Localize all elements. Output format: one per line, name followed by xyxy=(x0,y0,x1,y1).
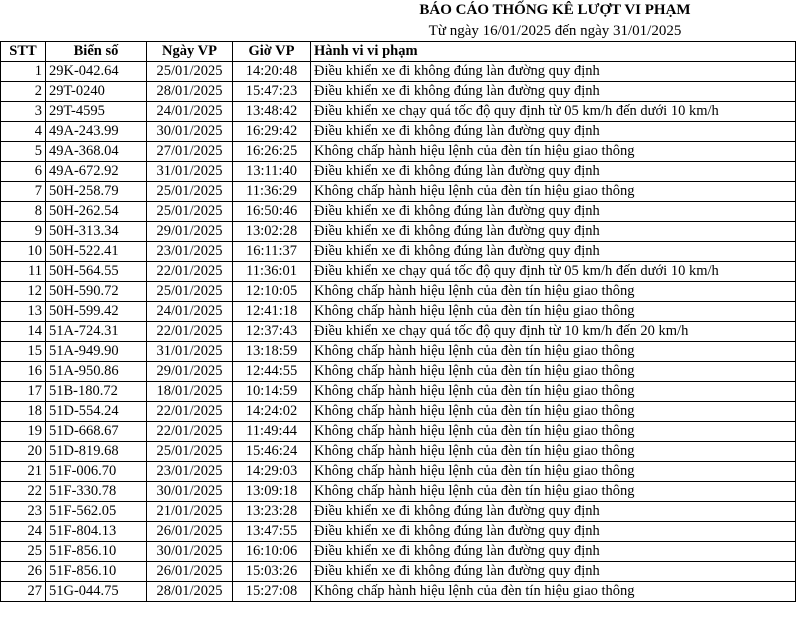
table-row xyxy=(1,582,796,602)
header-violation: Hành vi vi phạm xyxy=(311,42,796,62)
cell-date: 18/01/2025 xyxy=(147,382,233,402)
table-row xyxy=(1,462,796,482)
cell-violation: Không chấp hành hiệu lệnh của đèn tín hiệu giao thông xyxy=(311,142,796,162)
cell-date: 23/01/2025 xyxy=(147,462,233,482)
table-row xyxy=(1,402,796,422)
table-row xyxy=(1,422,796,442)
cell-time: 10:14:59 xyxy=(233,382,311,402)
cell-plate: 51F-856.10 xyxy=(46,562,147,582)
cell-plate: 51D-554.24 xyxy=(46,402,147,422)
cell-time: 16:10:06 xyxy=(233,542,311,562)
cell-plate: 29K-042.64 xyxy=(46,62,147,82)
table-row xyxy=(1,142,796,162)
cell-time: 16:26:25 xyxy=(233,142,311,162)
cell-violation: Không chấp hành hiệu lệnh của đèn tín hiệu giao thông xyxy=(311,282,796,302)
cell-plate: 51F-804.13 xyxy=(46,522,147,542)
table-row xyxy=(1,482,796,502)
cell-date: 31/01/2025 xyxy=(147,342,233,362)
cell-plate: 51A-950.86 xyxy=(46,362,147,382)
header-time: Giờ VP xyxy=(233,42,311,62)
header-plate: Biển số xyxy=(46,42,147,62)
cell-violation: Điều khiển xe đi không đúng làn đường quy định xyxy=(311,562,796,582)
cell-time: 11:49:44 xyxy=(233,422,311,442)
cell-violation: Điều khiển xe đi không đúng làn đường quy định xyxy=(311,222,796,242)
report-title: BÁO CÁO THỐNG KÊ LƯỢT VI PHẠM xyxy=(419,2,691,18)
cell-time: 12:37:43 xyxy=(233,322,311,342)
cell-plate: 50H-564.55 xyxy=(46,262,147,282)
cell-plate: 51G-044.75 xyxy=(46,582,147,602)
cell-plate: 51D-668.67 xyxy=(46,422,147,442)
cell-stt: 21 xyxy=(1,462,46,482)
cell-stt: 6 xyxy=(1,162,46,182)
table-row xyxy=(1,102,796,122)
table-row xyxy=(1,202,796,222)
cell-date: 24/01/2025 xyxy=(147,302,233,322)
cell-stt: 22 xyxy=(1,482,46,502)
cell-violation: Điều khiển xe đi không đúng làn đường quy định xyxy=(311,522,796,542)
cell-stt: 23 xyxy=(1,502,46,522)
cell-time: 11:36:01 xyxy=(233,262,311,282)
cell-stt: 9 xyxy=(1,222,46,242)
cell-date: 23/01/2025 xyxy=(147,242,233,262)
cell-time: 14:24:02 xyxy=(233,402,311,422)
cell-time: 13:23:28 xyxy=(233,502,311,522)
cell-plate: 51A-724.31 xyxy=(46,322,147,342)
cell-date: 28/01/2025 xyxy=(147,82,233,102)
table-header-row xyxy=(1,42,796,62)
cell-stt: 16 xyxy=(1,362,46,382)
cell-stt: 27 xyxy=(1,582,46,602)
table-row xyxy=(1,442,796,462)
cell-date: 25/01/2025 xyxy=(147,202,233,222)
cell-time: 16:11:37 xyxy=(233,242,311,262)
cell-time: 15:47:23 xyxy=(233,82,311,102)
header-stt: STT xyxy=(1,42,46,62)
cell-plate: 51F-562.05 xyxy=(46,502,147,522)
cell-date: 22/01/2025 xyxy=(147,422,233,442)
cell-date: 25/01/2025 xyxy=(147,62,233,82)
cell-time: 14:20:48 xyxy=(233,62,311,82)
cell-time: 14:29:03 xyxy=(233,462,311,482)
cell-plate: 49A-672.92 xyxy=(46,162,147,182)
cell-violation: Không chấp hành hiệu lệnh của đèn tín hiệu giao thông xyxy=(311,362,796,382)
cell-date: 27/01/2025 xyxy=(147,142,233,162)
cell-plate: 50H-258.79 xyxy=(46,182,147,202)
cell-date: 22/01/2025 xyxy=(147,402,233,422)
cell-stt: 24 xyxy=(1,522,46,542)
cell-date: 30/01/2025 xyxy=(147,542,233,562)
cell-stt: 5 xyxy=(1,142,46,162)
cell-violation: Không chấp hành hiệu lệnh của đèn tín hiệu giao thông xyxy=(311,182,796,202)
table-row xyxy=(1,242,796,262)
table-row xyxy=(1,182,796,202)
cell-stt: 10 xyxy=(1,242,46,262)
cell-time: 11:36:29 xyxy=(233,182,311,202)
cell-violation: Không chấp hành hiệu lệnh của đèn tín hiệu giao thông xyxy=(311,462,796,482)
cell-date: 29/01/2025 xyxy=(147,222,233,242)
cell-violation: Điều khiển xe chạy quá tốc độ quy định từ 10 km/h đến 20 km/h xyxy=(311,322,796,342)
cell-stt: 14 xyxy=(1,322,46,342)
cell-stt: 11 xyxy=(1,262,46,282)
cell-time: 13:18:59 xyxy=(233,342,311,362)
cell-violation: Điều khiển xe đi không đúng làn đường quy định xyxy=(311,122,796,142)
table-body xyxy=(1,62,796,602)
cell-plate: 51F-330.78 xyxy=(46,482,147,502)
cell-date: 31/01/2025 xyxy=(147,162,233,182)
cell-time: 16:29:42 xyxy=(233,122,311,142)
table-row xyxy=(1,322,796,342)
table-row xyxy=(1,162,796,182)
cell-stt: 15 xyxy=(1,342,46,362)
cell-violation: Không chấp hành hiệu lệnh của đèn tín hiệu giao thông xyxy=(311,422,796,442)
cell-time: 15:27:08 xyxy=(233,582,311,602)
cell-violation: Không chấp hành hiệu lệnh của đèn tín hiệu giao thông xyxy=(311,302,796,322)
table-row xyxy=(1,282,796,302)
cell-time: 13:02:28 xyxy=(233,222,311,242)
cell-stt: 1 xyxy=(1,62,46,82)
cell-date: 21/01/2025 xyxy=(147,502,233,522)
cell-plate: 51A-949.90 xyxy=(46,342,147,362)
cell-time: 12:41:18 xyxy=(233,302,311,322)
cell-date: 25/01/2025 xyxy=(147,282,233,302)
cell-plate: 29T-4595 xyxy=(46,102,147,122)
cell-stt: 8 xyxy=(1,202,46,222)
cell-plate: 49A-368.04 xyxy=(46,142,147,162)
cell-violation: Điều khiển xe đi không đúng làn đường quy định xyxy=(311,542,796,562)
table-row xyxy=(1,302,796,322)
cell-date: 24/01/2025 xyxy=(147,102,233,122)
cell-plate: 50H-590.72 xyxy=(46,282,147,302)
cell-stt: 2 xyxy=(1,82,46,102)
cell-time: 12:44:55 xyxy=(233,362,311,382)
cell-plate: 29T-0240 xyxy=(46,82,147,102)
cell-date: 25/01/2025 xyxy=(147,442,233,462)
cell-violation: Điều khiển xe đi không đúng làn đường quy định xyxy=(311,82,796,102)
table-row xyxy=(1,362,796,382)
table-row xyxy=(1,522,796,542)
cell-time: 15:46:24 xyxy=(233,442,311,462)
cell-stt: 4 xyxy=(1,122,46,142)
cell-plate: 49A-243.99 xyxy=(46,122,147,142)
cell-violation: Điều khiển xe đi không đúng làn đường quy định xyxy=(311,62,796,82)
cell-date: 29/01/2025 xyxy=(147,362,233,382)
table-row xyxy=(1,122,796,142)
cell-time: 15:03:26 xyxy=(233,562,311,582)
cell-violation: Điều khiển xe đi không đúng làn đường quy định xyxy=(311,242,796,262)
table-row xyxy=(1,342,796,362)
cell-time: 13:11:40 xyxy=(233,162,311,182)
cell-violation: Không chấp hành hiệu lệnh của đèn tín hiệu giao thông xyxy=(311,342,796,362)
cell-violation: Điều khiển xe đi không đúng làn đường quy định xyxy=(311,202,796,222)
cell-date: 26/01/2025 xyxy=(147,522,233,542)
cell-date: 22/01/2025 xyxy=(147,262,233,282)
cell-date: 28/01/2025 xyxy=(147,582,233,602)
cell-stt: 25 xyxy=(1,542,46,562)
table-row xyxy=(1,62,796,82)
cell-date: 22/01/2025 xyxy=(147,322,233,342)
cell-date: 30/01/2025 xyxy=(147,122,233,142)
header-date: Ngày VP xyxy=(147,42,233,62)
cell-stt: 18 xyxy=(1,402,46,422)
cell-stt: 20 xyxy=(1,442,46,462)
cell-violation: Không chấp hành hiệu lệnh của đèn tín hiệu giao thông xyxy=(311,382,796,402)
cell-stt: 3 xyxy=(1,102,46,122)
cell-violation: Điều khiển xe chạy quá tốc độ quy định từ 05 km/h đến dưới 10 km/h xyxy=(311,102,796,122)
cell-plate: 51B-180.72 xyxy=(46,382,147,402)
cell-plate: 50H-522.41 xyxy=(46,242,147,262)
cell-time: 16:50:46 xyxy=(233,202,311,222)
cell-violation: Điều khiển xe chạy quá tốc độ quy định từ 05 km/h đến dưới 10 km/h xyxy=(311,262,796,282)
cell-violation: Điều khiển xe đi không đúng làn đường quy định xyxy=(311,502,796,522)
cell-plate: 51F-006.70 xyxy=(46,462,147,482)
table-row xyxy=(1,502,796,522)
table-row xyxy=(1,542,796,562)
cell-stt: 12 xyxy=(1,282,46,302)
cell-stt: 13 xyxy=(1,302,46,322)
cell-date: 26/01/2025 xyxy=(147,562,233,582)
cell-time: 13:47:55 xyxy=(233,522,311,542)
table-row xyxy=(1,262,796,282)
cell-violation: Không chấp hành hiệu lệnh của đèn tín hiệu giao thông xyxy=(311,582,796,602)
cell-date: 30/01/2025 xyxy=(147,482,233,502)
cell-violation: Không chấp hành hiệu lệnh của đèn tín hiệu giao thông xyxy=(311,402,796,422)
cell-time: 13:48:42 xyxy=(233,102,311,122)
cell-stt: 7 xyxy=(1,182,46,202)
cell-plate: 51D-819.68 xyxy=(46,442,147,462)
cell-violation: Điều khiển xe đi không đúng làn đường quy định xyxy=(311,162,796,182)
cell-plate: 50H-313.34 xyxy=(46,222,147,242)
table-row xyxy=(1,562,796,582)
cell-time: 13:09:18 xyxy=(233,482,311,502)
cell-stt: 26 xyxy=(1,562,46,582)
cell-violation: Không chấp hành hiệu lệnh của đèn tín hiệu giao thông xyxy=(311,442,796,462)
table-row xyxy=(1,222,796,242)
cell-plate: 51F-856.10 xyxy=(46,542,147,562)
cell-plate: 50H-599.42 xyxy=(46,302,147,322)
cell-stt: 17 xyxy=(1,382,46,402)
violations-table xyxy=(0,41,796,602)
cell-time: 12:10:05 xyxy=(233,282,311,302)
cell-plate: 50H-262.54 xyxy=(46,202,147,222)
cell-violation: Không chấp hành hiệu lệnh của đèn tín hiệu giao thông xyxy=(311,482,796,502)
table-row xyxy=(1,82,796,102)
cell-date: 25/01/2025 xyxy=(147,182,233,202)
report-date-range: Từ ngày 16/01/2025 đến ngày 31/01/2025 xyxy=(428,23,682,39)
cell-stt: 19 xyxy=(1,422,46,442)
table-row xyxy=(1,382,796,402)
